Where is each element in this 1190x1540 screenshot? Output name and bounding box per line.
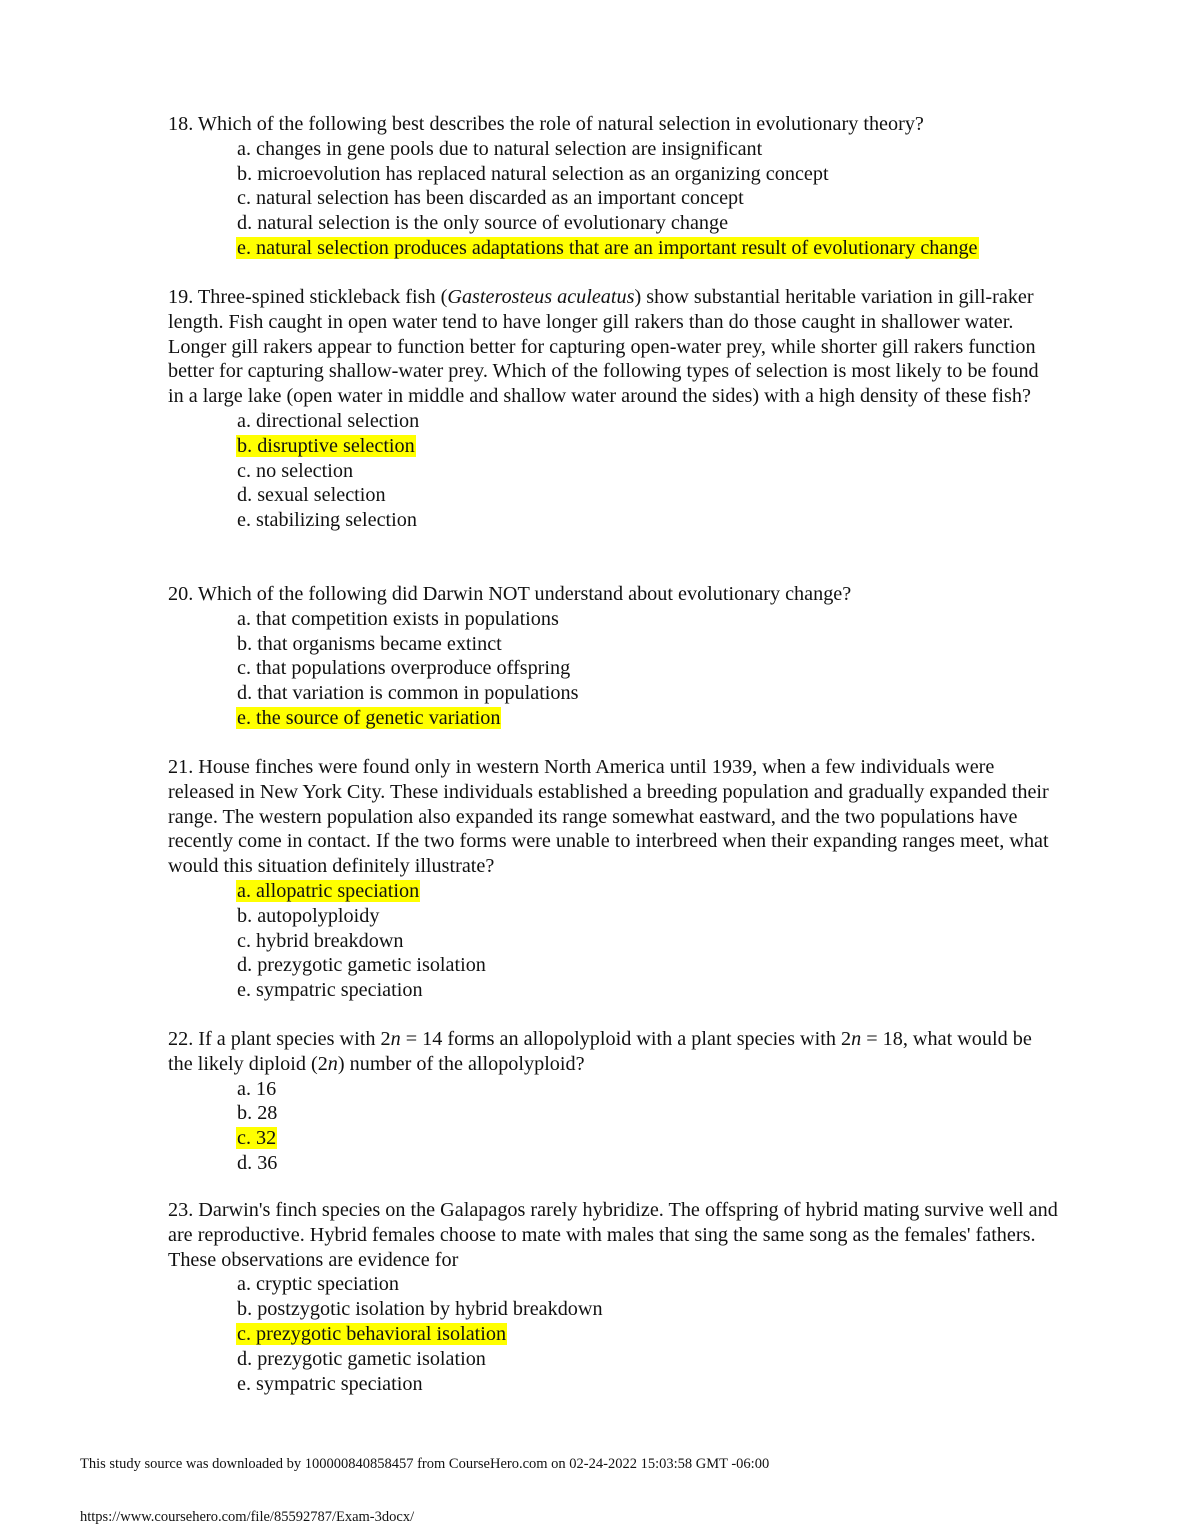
question-18 bbox=[168, 112, 1058, 261]
question-stem: 19. Three-spined stickleback fish (Gasterosteus aculeatus) show substantial heritable variation in gill-raker length. Fish caught in open water tend to have longer gill rakers than do those caught in shallower water. Longer gill rakers appear to function better for capturing open-water prey, while shorter gill rakers function better for capturing shallow-water prey. Which of the following types of selection is most likely to be found in a large lake (open water in middle and shallow water around the sides) with a high density of these fish? bbox=[168, 286, 1039, 408]
answer-option: d. that variation is common in populations bbox=[237, 682, 579, 705]
question-21 bbox=[168, 755, 1058, 1003]
answer-option: a. directional selection bbox=[237, 409, 420, 432]
answer-option: a. that competition exists in populations bbox=[237, 607, 559, 630]
question-20 bbox=[168, 582, 1058, 731]
question-23 bbox=[168, 1198, 1058, 1396]
answer-option: b. that organisms became extinct bbox=[237, 632, 502, 655]
answer-option: a. changes in gene pools due to natural selection are insignificant bbox=[237, 137, 763, 160]
download-notice: This study source was downloaded by 100000840858457 from CourseHero.com on 02-24-2022 15:03:58 GMT -06:00 bbox=[80, 1456, 770, 1472]
answer-option-highlighted: e. natural selection produces adaptations that are an important result of evolutionary change bbox=[237, 236, 978, 259]
question-stem: 21. House finches were found only in western North America until 1939, when a few individuals were released in New York City. These individuals established a breeding population and gradually expanded their range. The western population also expanded its range somewhat eastward, and the two populations have recently come in contact. If the two forms were unable to interbreed when their expanding ranges meet, what would this situation definitely illustrate? bbox=[168, 756, 1049, 878]
source-url[interactable]: https://www.coursehero.com/file/85592787/Exam-3docx/ bbox=[80, 1509, 415, 1525]
answer-option: a. cryptic speciation bbox=[237, 1273, 399, 1296]
answer-option: d. prezygotic gametic isolation bbox=[237, 954, 486, 977]
answer-option: e. sympatric speciation bbox=[237, 1372, 423, 1395]
answer-option: d. natural selection is the only source of evolutionary change bbox=[237, 212, 729, 235]
question-stem: 18. Which of the following best describes the role of natural selection in evolutionary theory? bbox=[168, 113, 924, 135]
answer-option: d. sexual selection bbox=[237, 484, 386, 507]
answer-option: b. postzygotic isolation by hybrid breakdown bbox=[237, 1298, 603, 1321]
answer-option: e. sympatric speciation bbox=[237, 979, 423, 1002]
question-22 bbox=[168, 1027, 1058, 1176]
answer-option: b. microevolution has replaced natural selection as an organizing concept bbox=[237, 162, 829, 185]
answer-option: e. stabilizing selection bbox=[237, 509, 417, 532]
answer-option: b. 28 bbox=[237, 1102, 278, 1125]
answer-option-highlighted: c. prezygotic behavioral isolation bbox=[237, 1322, 507, 1345]
answer-option-highlighted: e. the source of genetic variation bbox=[237, 706, 501, 729]
answer-option: a. 16 bbox=[237, 1077, 277, 1100]
question-stem: 20. Which of the following did Darwin NOT understand about evolutionary change? bbox=[168, 583, 852, 605]
answer-option: c. no selection bbox=[237, 459, 354, 482]
answer-option: d. prezygotic gametic isolation bbox=[237, 1347, 486, 1370]
species-name: Gasterosteus aculeatus bbox=[447, 286, 635, 308]
question-stem: 23. Darwin's finch species on the Galapagos rarely hybridize. The offspring of hybrid mating survive well and are reproductive. Hybrid females choose to mate with males that sing the same song as the females' fathers. These observations are evidence for bbox=[168, 1199, 1058, 1271]
answer-option-highlighted: a. allopatric speciation bbox=[237, 879, 420, 902]
answer-option: b. autopolyploidy bbox=[237, 904, 380, 927]
question-19 bbox=[168, 285, 1058, 533]
answer-option: c. natural selection has been discarded as an important concept bbox=[237, 187, 744, 210]
answer-option-highlighted: b. disruptive selection bbox=[237, 434, 415, 457]
answer-option: c. that populations overproduce offspring bbox=[237, 657, 571, 680]
answer-option-highlighted: c. 32 bbox=[237, 1127, 277, 1150]
question-stem: 22. If a plant species with 2n = 14 forms an allopolyploid with a plant species with 2n = 18, what would be the likely diploid (2n) number of the allopolyploid? bbox=[168, 1028, 1032, 1075]
answer-option: c. hybrid breakdown bbox=[237, 929, 404, 952]
answer-option: d. 36 bbox=[237, 1151, 278, 1174]
